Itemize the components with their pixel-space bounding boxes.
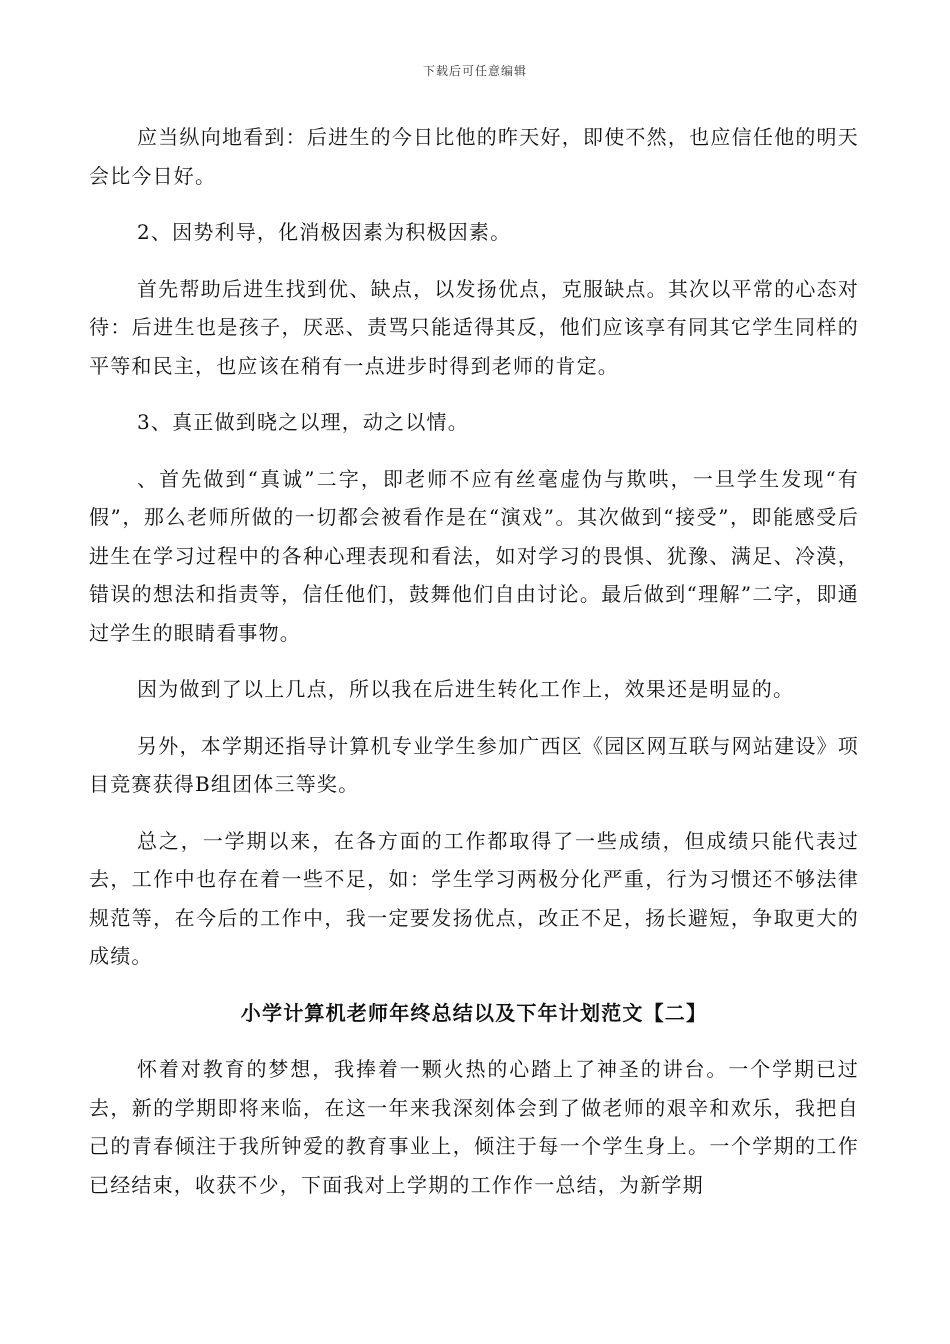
page-header: 下载后可任意编辑 [422,64,527,78]
paragraph-5: 、首先做到“真诚”二字，即老师不应有丝毫虚伪与欺哄，一旦学生发现“有假”，那么老师所做的一切都会被看作是在“演戏”。其次做到“接受”，即能感受后进生在学习过程中的各种心理表现和看法，如对学习的畏惧、犹豫、满足、冷漠，错误的想法和指责等，信任他们，鼓舞他们自由讨论。最后做到“理解”二字，即通过学生的眼睛看事物。 [89,466,859,645]
paragraph-6: 因为做到了以上几点，所以我在后进生转化工作上，效果还是明显的。 [137,677,795,701]
paragraph-8: 总之，一学期以来，在各方面的工作都取得了一些成绩，但成绩只能代表过去，工作中也存在着一些不足，如：学生学习两极分化严重，行为习惯还不够法律规范等，在今后的工作中，我一定要发扬优点，改正不足，扬长避短，争取更大的成绩。 [89,828,859,968]
paragraph-7: 另外，本学期还指导计算机专业学生参加广西区《园区网互联与网站建设》项目竞赛获得B组团体三等奖。 [89,733,859,796]
paragraph-4: 3、真正做到晓之以理，动之以情。 [137,410,469,434]
paragraph-9: 怀着对教育的梦想，我捧着一颗火热的心踏上了神圣的讲台。一个学期已过去，新的学期即将来临，在这一年来我深刻体会到了做老师的艰辛和欢乐，我把自己的青春倾注于我所钟爱的教育事业上，倾注于每一个学生身上。一个学期的工作已经结束，收获不少，下面我对上学期的工作作一总结，为新学期 [89,1057,859,1197]
paragraph-1: 应当纵向地看到：后进生的今日比他的昨天好，即使不然，也应信任他的明天会比今日好。 [89,125,859,188]
section-heading: 小学计算机老师年终总结以及下年计划范文【二】 [240,1000,708,1025]
paragraph-3: 首先帮助后进生找到优、缺点，以发扬优点，克服缺点。其次以平常的心态对待：后进生也是孩子，厌恶、责骂只能适得其反，他们应该享有同其它学生同样的平等和民主，也应该在稍有一点进步时得到老师的肯定。 [89,276,859,378]
document-body [89,118,859,1222]
paragraph-2: 2、因势利导，化消极因素为积极因素。 [137,220,512,244]
